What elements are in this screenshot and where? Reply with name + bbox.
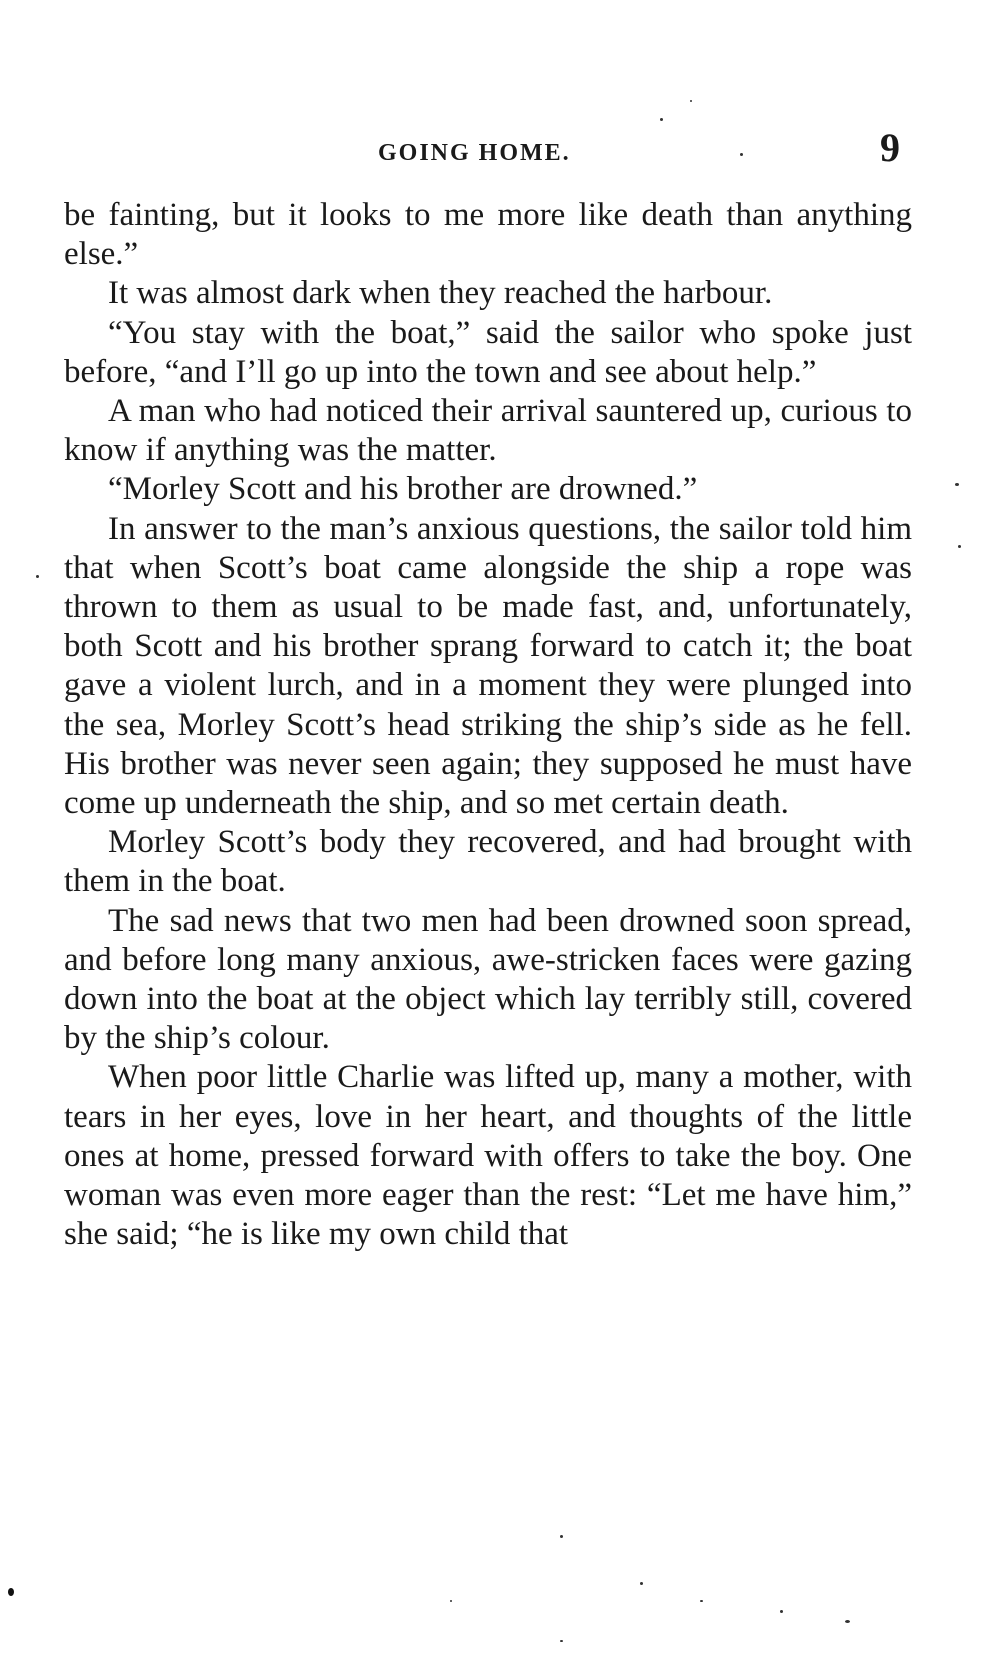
- paragraph: It was almost dark when they reached the harbour.: [108, 275, 773, 312]
- paragraph: A man who had noticed their arrival sauntered up, curious to know if anything was the matter.: [64, 393, 912, 469]
- print-speck: [690, 100, 692, 102]
- print-speck: [740, 153, 743, 156]
- page-number: 9: [880, 125, 900, 170]
- print-speck: [640, 1582, 643, 1585]
- print-speck: [700, 1600, 703, 1602]
- running-title: GOING HOME.: [378, 140, 571, 166]
- print-speck: [845, 1620, 850, 1623]
- paragraph: “Morley Scott and his brother are drowned.”: [108, 471, 698, 508]
- paragraph: In answer to the man’s anxious questions, the sailor told him that when Scott’s boat came alongside the ship a rope was thrown to them as usual to be made fast, and, unfortunately, both Scott and his brother sprang forward to catch it; the boat gave a violent lurch, and in a moment they were plunged into the sea, Morley Scott’s head striking the ship’s side as he fell. His brother was never seen again; they supposed he must have come up underneath the ship, and so met certain death.: [64, 510, 912, 822]
- body-text: [64, 196, 912, 1254]
- print-speck: [958, 545, 961, 548]
- print-speck: [450, 1600, 452, 1602]
- running-head: [0, 126, 1000, 176]
- print-speck: [955, 483, 959, 486]
- paragraph: “You stay with the boat,” said the sailor who spoke just before, “and I’ll go up into the town and see about help.”: [64, 314, 912, 390]
- print-speck: [560, 1535, 563, 1538]
- paragraph: The sad news that two men had been drowned soon spread, and before long many anxious, awe-stricken faces were gazing down into the boat at the object which lay terribly still, covered by the ship’s colour.: [64, 902, 912, 1057]
- print-speck: [660, 118, 663, 121]
- print-speck: [36, 575, 39, 578]
- print-speck: [780, 1610, 783, 1613]
- paragraph: be fainting, but it looks to me more like death than anything else.”: [64, 197, 912, 273]
- paragraph: Morley Scott’s body they recovered, and had brought with them in the boat.: [64, 824, 912, 900]
- print-speck: [560, 1640, 563, 1642]
- print-speck: [8, 1588, 14, 1596]
- paragraph: When poor little Charlie was lifted up, many a mother, with tears in her eyes, love in her heart, and thoughts of the little ones at home, pressed forward with offers to take the boy. One woman was even more eager than the rest: “Let me have him,” she said; “he is like my own child that: [64, 1059, 912, 1253]
